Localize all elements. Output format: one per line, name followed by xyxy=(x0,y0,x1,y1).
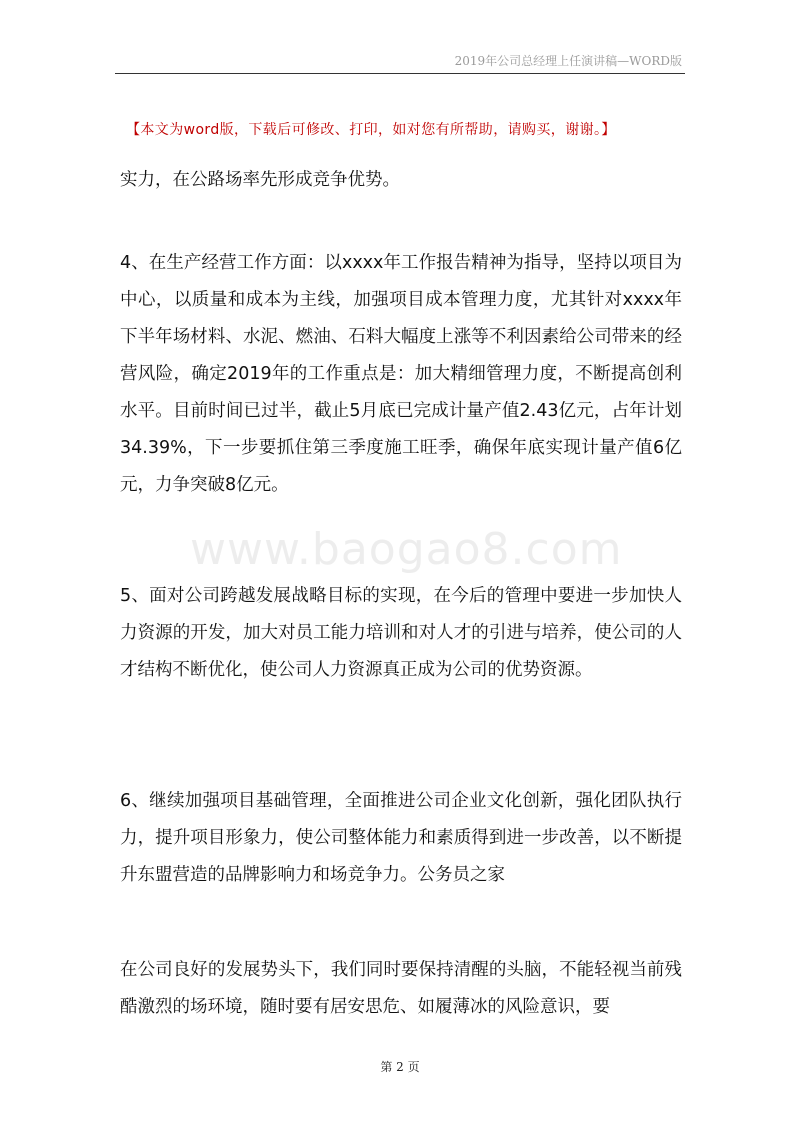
paragraph-4: 6、继续加强项目基础管理，全面推进公司企业文化创新，强化团队执行力，提升项目形象力，使公司整体能力和素质得到进一步改善，以不断提升东盟营造的品牌影响力和场竞争力。公务员之家 xyxy=(120,791,682,885)
paragraph-3: 5、面对公司跨越发展战略目标的实现，在今后的管理中要进一步加快人力资源的开发，加大对员工能力培训和对人才的引进与培养，使公司的人才结构不断优化，使公司人力资源真正成为公司的优势资源。 xyxy=(120,586,682,680)
header-divider xyxy=(115,73,685,74)
paragraph-5: 在公司良好的发展势头下，我们同时要保持清醒的头脑，不能轻视当前残酷激烈的场环境，随时要有居安思危、如履薄冰的风险意识，要 xyxy=(120,960,682,1017)
paragraph-2: 4、在生产经营工作方面：以xxxx年工作报告精神为指导，坚持以项目为中心，以质量和成本为主线，加强项目成本管理力度，尤其针对xxxx年下半年场材料、水泥、燃油、石料大幅度上涨等不利因素给公司带来的经营风险，确定2019年的工作重点是：加大精细管理力度，不断提高创利水平。目前时间已过半，截止5月底已完成计量产值2.43亿元，占年计划34.39%，下一步要抓住第三季度施工旺季，确保年底实现计量产值6亿元，力争突破8亿元。 xyxy=(120,253,682,495)
page-header-title: 2019年公司总经理上任演讲稿—WORD版 xyxy=(454,54,682,68)
watermark: www.baogao8.com xyxy=(190,524,623,575)
paragraph-1: 实力，在公路场率先形成竞争优势。 xyxy=(120,170,400,190)
download-notice: 【本文为word版，下载后可修改、打印，如对您有所帮助，请购买，谢谢。】 xyxy=(126,122,616,138)
page-number: 第 2 页 xyxy=(380,1060,420,1074)
